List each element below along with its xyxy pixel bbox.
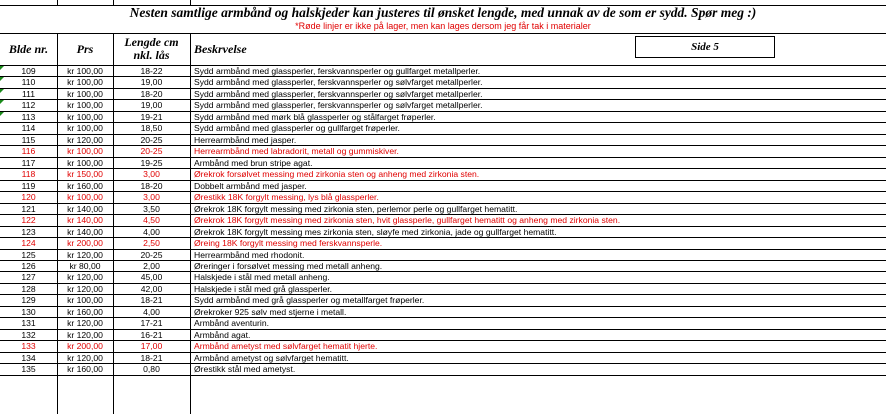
header-nr[interactable]: Blde nr. bbox=[8, 41, 49, 56]
cell-description[interactable]: Herrearmbånd med rhodonit. bbox=[194, 249, 305, 260]
table-row[interactable] bbox=[0, 112, 886, 123]
table-row[interactable] bbox=[0, 307, 886, 318]
cell-item-number[interactable]: 121 bbox=[21, 203, 36, 214]
cell-description[interactable]: Ørekrok 18K forgylt messing med zirkonia sten, perlemor perle og gullfarget hematitt. bbox=[194, 203, 518, 214]
table-row[interactable] bbox=[0, 238, 886, 249]
cell-length[interactable]: 0,80 bbox=[143, 364, 160, 375]
cell-price[interactable]: kr 160,00 bbox=[67, 364, 103, 375]
cell-price[interactable]: kr 100,00 bbox=[67, 192, 103, 203]
cell-length[interactable]: 19,00 bbox=[140, 100, 163, 111]
product-table-body bbox=[0, 66, 886, 376]
cell-item-number[interactable]: 133 bbox=[21, 341, 36, 352]
table-row[interactable] bbox=[0, 261, 886, 272]
cell-length[interactable]: 2,00 bbox=[143, 260, 160, 271]
cell-length[interactable]: 19-25 bbox=[140, 157, 163, 168]
table-row[interactable] bbox=[0, 341, 886, 352]
cell-item-number[interactable]: 111 bbox=[21, 88, 36, 99]
header-description[interactable]: Beskrvelse bbox=[194, 41, 247, 56]
cell-item-number[interactable]: 119 bbox=[21, 180, 36, 191]
cell-length[interactable]: 20-25 bbox=[140, 146, 163, 157]
cell-item-number[interactable]: 109 bbox=[21, 66, 36, 76]
cell-description[interactable]: Dobbelt armbånd med jasper. bbox=[194, 180, 307, 191]
cell-length[interactable]: 45,00 bbox=[140, 272, 163, 283]
cell-price[interactable]: kr 100,00 bbox=[67, 66, 103, 76]
cell-price[interactable]: kr 140,00 bbox=[67, 203, 103, 214]
header-length[interactable]: Lengde cm nkl. lås bbox=[124, 35, 179, 62]
cell-item-number[interactable]: 131 bbox=[21, 318, 36, 329]
cell-description[interactable]: Sydd armbånd med grå glassperler og metallfarget frøperler. bbox=[194, 295, 425, 306]
cell-price[interactable]: kr 160,00 bbox=[67, 306, 103, 317]
cell-length[interactable]: 19-21 bbox=[140, 111, 163, 122]
table-row[interactable] bbox=[0, 364, 886, 375]
cell-description[interactable]: Ørestikk 18K forgylt messing, lys blå glassperler. bbox=[194, 192, 379, 203]
cell-item-number[interactable]: 132 bbox=[21, 329, 36, 340]
table-row[interactable] bbox=[0, 77, 886, 88]
cell-price[interactable]: kr 100,00 bbox=[67, 123, 103, 134]
cell-length[interactable]: 17,00 bbox=[140, 341, 163, 352]
cell-item-number[interactable]: 116 bbox=[21, 146, 36, 157]
cell-length[interactable]: 18-20 bbox=[140, 180, 163, 191]
cell-item-number[interactable]: 112 bbox=[21, 100, 36, 111]
cell-item-number[interactable]: 117 bbox=[21, 157, 36, 168]
table-row[interactable] bbox=[0, 215, 886, 226]
cell-description[interactable]: Sydd armbånd med mørk blå glassperler og stålfarget frøperler. bbox=[194, 111, 436, 122]
cell-length[interactable]: 42,00 bbox=[140, 283, 163, 294]
cell-price[interactable]: kr 100,00 bbox=[67, 157, 103, 168]
cell-price[interactable]: kr 200,00 bbox=[67, 238, 103, 249]
cell-length[interactable]: 3,50 bbox=[143, 203, 160, 214]
cell-length[interactable]: 17-21 bbox=[140, 318, 163, 329]
cell-price[interactable]: kr 120,00 bbox=[67, 352, 103, 363]
cell-price[interactable]: kr 120,00 bbox=[67, 134, 103, 145]
cell-description[interactable]: Armbånd med brun stripe agat. bbox=[194, 157, 313, 168]
cell-length[interactable]: 4,00 bbox=[143, 306, 160, 317]
cell-price[interactable]: kr 120,00 bbox=[67, 329, 103, 340]
cell-item-number[interactable]: 127 bbox=[21, 272, 36, 283]
cell-length[interactable]: 18-20 bbox=[140, 88, 163, 99]
cell-price[interactable]: kr 100,00 bbox=[67, 295, 103, 306]
table-row[interactable] bbox=[0, 284, 886, 295]
table-row[interactable] bbox=[0, 123, 886, 134]
cell-description[interactable]: Armbånd agat. bbox=[194, 329, 251, 340]
cell-length[interactable]: 3,00 bbox=[143, 169, 160, 180]
cell-price[interactable]: kr 100,00 bbox=[67, 146, 103, 157]
table-row[interactable] bbox=[0, 295, 886, 306]
table-row[interactable] bbox=[0, 135, 886, 146]
table-row[interactable] bbox=[0, 146, 886, 157]
cell-description[interactable]: Sydd armbånd med glassperler og gullfarget frøperler. bbox=[194, 123, 400, 134]
cell-item-number[interactable]: 130 bbox=[21, 306, 36, 317]
table-row[interactable] bbox=[0, 330, 886, 341]
table-row[interactable] bbox=[0, 204, 886, 215]
table-row[interactable] bbox=[0, 66, 886, 77]
cell-length[interactable]: 18-22 bbox=[140, 66, 163, 76]
cell-description[interactable]: Ørekrok 18K forgylt messing mes zirkonia sten, sløyfe med zirkonia, jade og gullfarget hematitt. bbox=[194, 226, 557, 237]
table-row[interactable] bbox=[0, 89, 886, 100]
cell-description[interactable]: Sydd armbånd med glassperler, ferskvannsperler og gullfarget metallperler. bbox=[194, 66, 481, 76]
cell-description[interactable]: Armbånd ametyst og sølvfarget hematitt. bbox=[194, 352, 349, 363]
cell-price[interactable]: kr 200,00 bbox=[67, 341, 103, 352]
cell-price[interactable]: kr 120,00 bbox=[67, 283, 103, 294]
table-row[interactable] bbox=[0, 181, 886, 192]
cell-description[interactable]: Ørekrok forsølvet messing med zirkonia sten og anheng med zirkonia sten. bbox=[194, 169, 480, 180]
cell-price[interactable]: kr 140,00 bbox=[67, 226, 103, 237]
cell-item-number[interactable]: 129 bbox=[21, 295, 36, 306]
cell-item-number[interactable]: 128 bbox=[21, 283, 36, 294]
cell-price[interactable]: kr 100,00 bbox=[67, 100, 103, 111]
cell-item-number[interactable]: 124 bbox=[21, 238, 36, 249]
cell-item-number[interactable]: 125 bbox=[21, 249, 36, 260]
cell-description[interactable]: Ørekroker 925 sølv med stjerne i metall. bbox=[194, 306, 347, 317]
cell-description[interactable]: Herrearmbånd med labradorit, metall og gummiskiver. bbox=[194, 146, 399, 157]
table-row[interactable] bbox=[0, 250, 886, 261]
cell-item-number[interactable]: 118 bbox=[21, 169, 36, 180]
table-row[interactable] bbox=[0, 272, 886, 283]
cell-length[interactable]: 3,00 bbox=[143, 192, 160, 203]
cell-length[interactable]: 4,50 bbox=[143, 215, 160, 226]
page-side-label: Side 5 bbox=[635, 36, 775, 58]
cell-description[interactable]: Armbånd ametyst med sølvfarget hematit hjerte. bbox=[194, 341, 378, 352]
cell-price[interactable]: kr 140,00 bbox=[67, 215, 103, 226]
cell-item-number[interactable]: 113 bbox=[21, 111, 36, 122]
cell-price[interactable]: kr 100,00 bbox=[67, 77, 103, 88]
cell-item-number[interactable]: 120 bbox=[21, 192, 36, 203]
cell-price[interactable]: kr 120,00 bbox=[67, 272, 103, 283]
cell-price[interactable]: kr 120,00 bbox=[67, 249, 103, 260]
cell-description[interactable]: Sydd armbånd med glassperler, ferskvannsperler og sølvfarget metallperler. bbox=[194, 88, 483, 99]
table-row[interactable] bbox=[0, 100, 886, 111]
cell-description[interactable]: Ørestikk stål med ametyst. bbox=[194, 364, 296, 375]
cell-description[interactable]: Ørekrok 18K forgylt messing med zirkonia sten, hvit glassperle, gullfarget hematitt og anheng med zirkonia sten. bbox=[194, 215, 621, 226]
table-row[interactable] bbox=[0, 353, 886, 364]
cell-description[interactable]: Sydd armbånd med glassperler, ferskvannsperler og sølvfarget metallperler. bbox=[194, 77, 483, 88]
cell-description[interactable]: Armbånd aventurin. bbox=[194, 318, 269, 329]
cell-price[interactable]: kr 150,00 bbox=[67, 169, 103, 180]
table-row[interactable] bbox=[0, 169, 886, 180]
page-title: Nesten samtlige armbånd og halskjeder kan justeres til ønsket lengde, med unnak av de som er sydd. Spør meg :) bbox=[129, 5, 757, 20]
cell-length[interactable]: 18,50 bbox=[140, 123, 163, 134]
table-row[interactable] bbox=[0, 318, 886, 329]
table-row[interactable] bbox=[0, 192, 886, 203]
cell-description[interactable]: Sydd armbånd med glassperler, ferskvannsperler og sølvfarget metallperler. bbox=[194, 100, 483, 111]
cell-item-number[interactable]: 134 bbox=[21, 352, 36, 363]
cell-length[interactable]: 4,00 bbox=[143, 226, 160, 237]
cell-item-number[interactable]: 110 bbox=[21, 77, 36, 88]
cell-price[interactable]: kr 120,00 bbox=[67, 318, 103, 329]
cell-item-number[interactable]: 114 bbox=[21, 123, 36, 134]
cell-item-number[interactable]: 123 bbox=[21, 226, 36, 237]
cell-item-number[interactable]: 126 bbox=[21, 260, 36, 271]
cell-description[interactable]: Halskjede i stål med metall anheng. bbox=[194, 272, 330, 283]
cell-length[interactable]: 16-21 bbox=[140, 329, 163, 340]
cell-item-number[interactable]: 115 bbox=[21, 134, 36, 145]
cell-price[interactable]: kr 100,00 bbox=[67, 88, 103, 99]
cell-length[interactable]: 20-25 bbox=[140, 249, 163, 260]
header-price[interactable]: Prs bbox=[76, 41, 94, 56]
cell-length[interactable]: 18-21 bbox=[140, 352, 163, 363]
cell-description[interactable]: Herrearmbånd med jasper. bbox=[194, 134, 297, 145]
cell-description[interactable]: Øreringer i forsølvet messing med metall anheng. bbox=[194, 260, 383, 271]
cell-length[interactable]: 2,50 bbox=[143, 238, 160, 249]
cell-price[interactable]: kr 80,00 bbox=[69, 260, 101, 271]
cell-item-number[interactable]: 122 bbox=[21, 215, 36, 226]
cell-description[interactable]: Halskjede i stål med grå glassperler. bbox=[194, 283, 333, 294]
cell-length[interactable]: 20-25 bbox=[140, 134, 163, 145]
table-row[interactable] bbox=[0, 158, 886, 169]
stock-note: *Røde linjer er ikke på lager, men kan lages dersom jeg får tak i materialer bbox=[295, 21, 591, 31]
cell-item-number[interactable]: 135 bbox=[21, 364, 36, 375]
cell-length[interactable]: 19,00 bbox=[140, 77, 163, 88]
cell-length[interactable]: 18-21 bbox=[140, 295, 163, 306]
table-row[interactable] bbox=[0, 227, 886, 238]
cell-price[interactable]: kr 160,00 bbox=[67, 180, 103, 191]
cell-price[interactable]: kr 100,00 bbox=[67, 111, 103, 122]
cell-description[interactable]: Øreing 18K forgylt messing med ferskvannsperle. bbox=[194, 238, 383, 249]
